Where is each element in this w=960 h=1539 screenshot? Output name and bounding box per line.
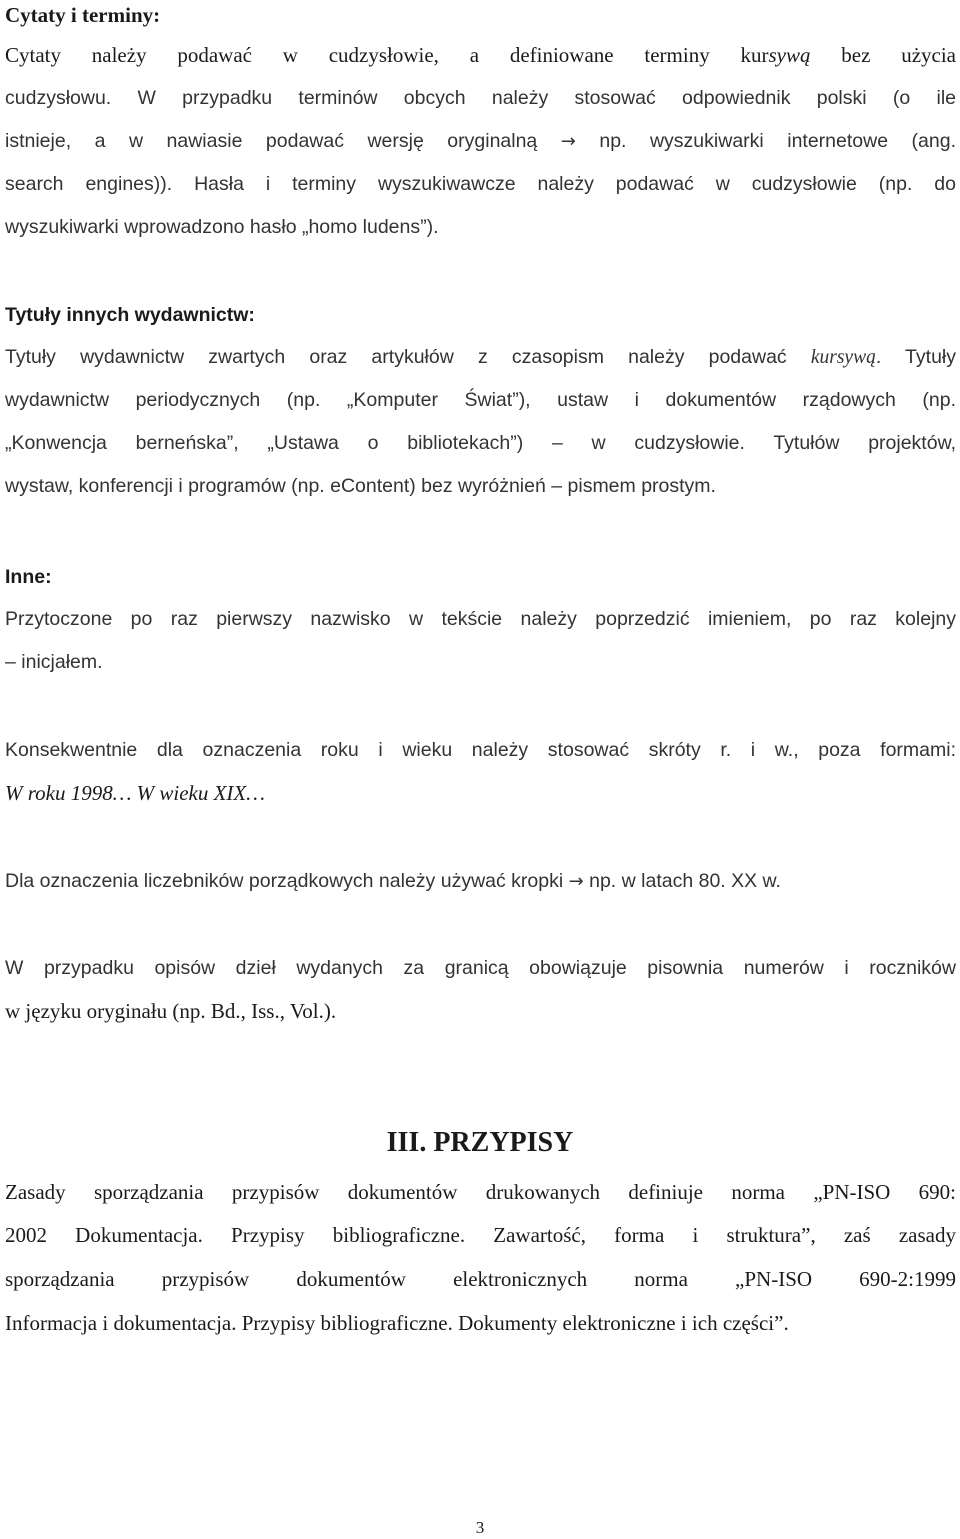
paragraph-line: wyszukiwarki wprowadzono hasło „homo ludens”). — [5, 216, 439, 238]
paragraph-line: Zasady sporządzania przypisów dokumentów drukowanych definiuje norma „PN-ISO 690: — [5, 1180, 956, 1204]
paragraph-line: Przytoczone po raz pierwszy nazwisko w tekście należy poprzedzić imieniem, po raz kolejny — [5, 608, 956, 630]
paragraph-line: wydawnictw periodycznych (np. „Komputer Świat”), ustaw i dokumentów rządowych (np. — [5, 389, 956, 411]
paragraph-line: Konsekwentnie dla oznaczenia roku i wieku należy stosować skróty r. i w., poza formami: — [5, 739, 956, 761]
paragraph-line: – inicjałem. — [5, 651, 103, 673]
text-span: . Tytuły — [875, 346, 956, 368]
paragraph-line — [5, 778, 956, 808]
text-span: np. w latach 80. XX w. — [583, 870, 781, 892]
text-span: Tytuły wydawnictw zwartych oraz artykułów z czasopism należy podawać — [5, 346, 811, 368]
paragraph-line — [5, 40, 956, 70]
italic-term: kursywą — [810, 347, 876, 368]
section-heading-quotes: Cytaty i terminy: — [5, 3, 161, 27]
text-span: Dla oznaczenia liczebników porządkowych należy używać kropki — [5, 870, 569, 892]
italic-example: W roku 1998… W wieku XIX… — [5, 781, 265, 805]
paragraph-line: w języku oryginału (np. Bd., Iss., Vol.). — [5, 999, 337, 1023]
text-span: bez użycia — [810, 43, 956, 67]
paragraph-line: W przypadku opisów dzieł wydanych za granicą obowiązuje pisownia numerów i roczników — [5, 957, 956, 979]
paragraph-line — [5, 342, 956, 373]
paragraph-line: 2002 Dokumentacja. Przypisy bibliograficzne. Zawartość, forma i struktura”, zaś zasady — [5, 1223, 956, 1247]
paragraph-line: wystaw, konferencji i programów (np. eContent) bez wyróżnień – pismem prostym. — [5, 475, 716, 497]
page-number: 3 — [475, 1518, 485, 1537]
text-span: np. wyszukiwarki internetowe (ang. — [575, 130, 956, 152]
section-heading-other: Inne: — [5, 566, 52, 588]
italic-term: sywą — [768, 43, 811, 67]
chapter-heading: III. PRZYPISY — [386, 1127, 574, 1158]
paragraph-line: cudzysłowu. W przypadku terminów obcych należy stosować odpowiednik polski (o ile — [5, 87, 956, 109]
text-span: Cytaty należy podawać w cudzysłowie, a definiowane terminy kur — [5, 43, 769, 67]
paragraph-line — [5, 126, 956, 157]
paragraph-line: Informacja i dokumentacja. Przypisy bibliograficzne. Dokumenty elektroniczne i ich części”. — [5, 1311, 789, 1335]
paragraph-line — [5, 866, 956, 897]
paragraph-line: search engines)). Hasła i terminy wyszukiwawcze należy podawać w cudzysłowie (np. do — [5, 173, 956, 195]
paragraph-line: „Konwencja berneńska”, „Ustawa o bibliotekach”) – w cudzysłowie. Tytułów projektów, — [5, 432, 956, 454]
section-heading-titles: Tytuły innych wydawnictw: — [5, 304, 255, 326]
right-arrow-icon: → — [560, 131, 576, 152]
right-arrow-icon: → — [568, 871, 584, 892]
paragraph-line: sporządzania przypisów dokumentów elektronicznych norma „PN-ISO 690-2:1999 — [5, 1267, 956, 1291]
text-span: istnieje, a w nawiasie podawać wersję oryginalną — [5, 130, 561, 152]
